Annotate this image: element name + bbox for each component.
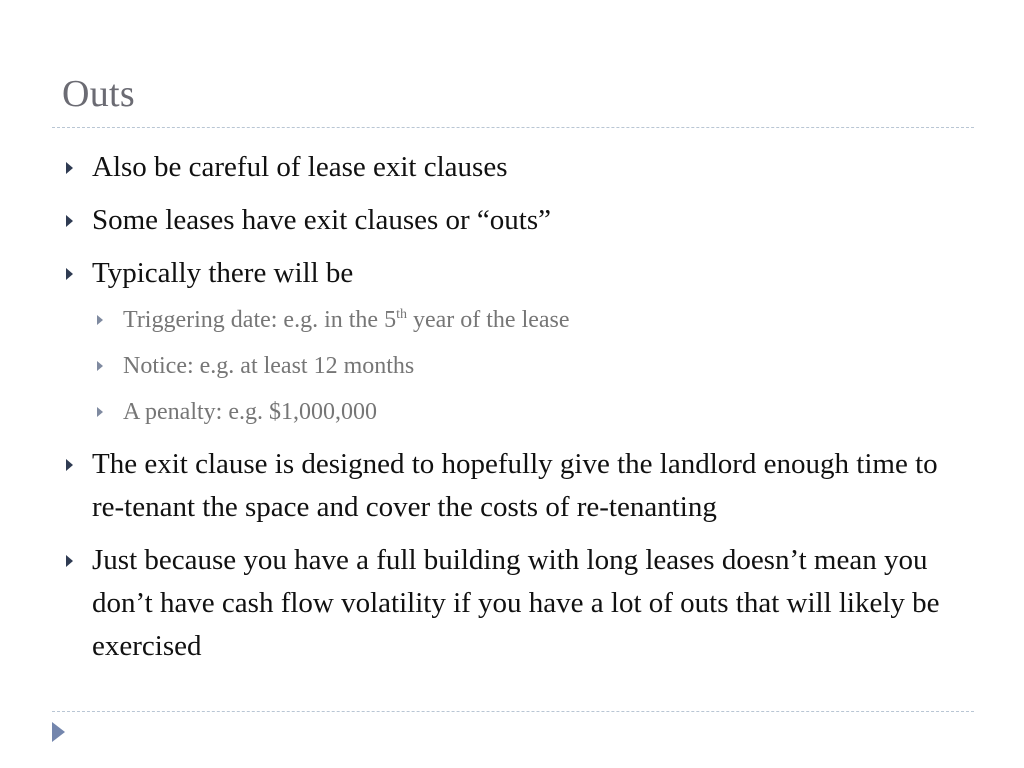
sub-bullet-text — [123, 307, 570, 333]
bullet-list — [62, 146, 962, 678]
sub-bullet-text: Notice: e.g. at least 12 months — [123, 353, 415, 379]
sub-bullet-text: A penalty: e.g. $1,000,000 — [123, 399, 377, 425]
sub-bullet-item — [62, 397, 962, 427]
slide-title: Outs — [62, 73, 135, 115]
ordinal-superscript: th — [396, 307, 407, 322]
bullet-item — [62, 539, 962, 668]
bullet-triangle-icon — [66, 459, 73, 471]
bullet-triangle-icon — [66, 215, 73, 227]
sub-bullet-text-part: Triggering date: e.g. in the 5 — [123, 307, 397, 333]
bullet-triangle-icon — [66, 555, 73, 567]
sub-bullet-triangle-icon — [97, 315, 103, 325]
bullet-text: Also be careful of lease exit clauses — [92, 151, 508, 183]
bullet-item — [62, 443, 962, 529]
sub-bullet-triangle-icon — [97, 407, 103, 417]
bullet-triangle-icon — [66, 162, 73, 174]
bullet-item — [62, 252, 962, 295]
sub-bullet-item — [62, 305, 962, 335]
bullet-text: Some leases have exit clauses or “outs” — [92, 204, 552, 236]
bullet-text: The exit clause is designed to hopefully give the landlord enough time to re-tenant the space and cover the costs of re-tenanting — [92, 448, 938, 523]
bullet-text: Just because you have a full building with long leases doesn’t mean you don’t have cash flow volatility if you have a lot of outs that will likely be exercised — [92, 544, 940, 662]
title-divider — [52, 127, 974, 128]
sub-bullet-text-part: year of the lease — [406, 307, 570, 333]
bullet-item — [62, 199, 962, 242]
sub-bullet-triangle-icon — [97, 361, 103, 371]
bullet-item — [62, 146, 962, 189]
sub-bullet-item — [62, 351, 962, 381]
footer-divider — [52, 711, 974, 712]
play-arrow-icon — [52, 722, 65, 742]
bullet-triangle-icon — [66, 268, 73, 280]
bullet-text: Typically there will be — [92, 257, 354, 289]
